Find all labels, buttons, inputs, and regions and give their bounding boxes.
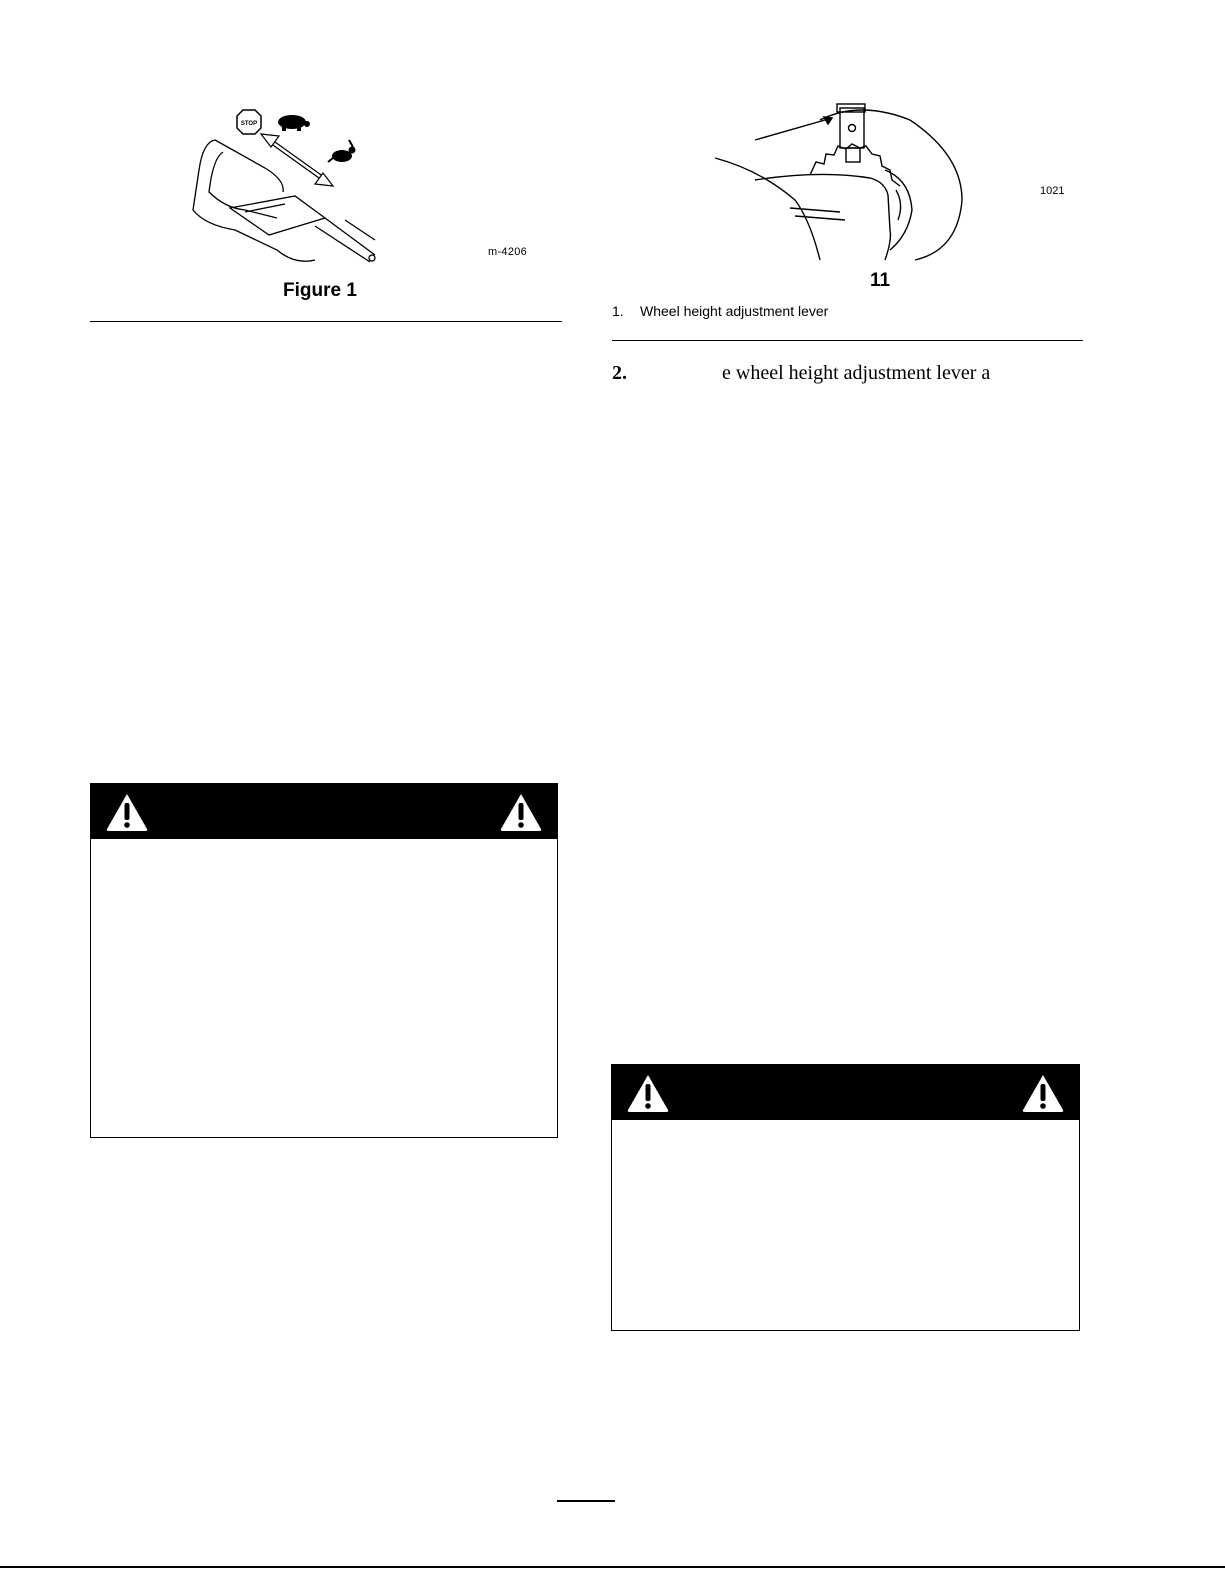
warning-triangle-icon <box>1021 1073 1065 1113</box>
warning-box-1 <box>90 783 558 1138</box>
figure-11-legend <box>612 303 828 319</box>
page-number-rule <box>557 1500 615 1502</box>
double-arrow-icon <box>261 134 333 186</box>
warning-triangle-icon <box>626 1073 670 1113</box>
rabbit-fast-icon <box>328 140 356 162</box>
legend-item-text: Wheel height adjustment lever <box>640 303 829 319</box>
step-2 <box>612 362 990 385</box>
warning-box-2 <box>611 1064 1080 1331</box>
warning-triangle-icon <box>105 792 149 832</box>
stop-sign-text: STOP <box>240 121 258 127</box>
figure-11-illustration <box>700 100 1000 265</box>
turtle-slow-icon <box>278 115 310 131</box>
callout-leader-line <box>755 118 832 140</box>
right-column-rule <box>612 340 1083 341</box>
step-2-number: 2. <box>612 362 627 384</box>
warning-triangle-icon <box>499 792 543 832</box>
figure-1-caption: Figure 1 <box>283 280 357 301</box>
warning-header-bar <box>91 784 557 839</box>
warning-header-bar <box>612 1065 1079 1120</box>
step-2-text: e wheel height adjustment lever a <box>722 362 991 384</box>
adjustment-gear <box>810 144 900 186</box>
figure-11-caption: 11 <box>869 270 891 291</box>
figure-1-code: m-4206 <box>488 246 528 258</box>
adjustment-lever <box>840 108 864 148</box>
figure-11-code: 1021 <box>1040 185 1065 197</box>
footer-rule <box>0 1566 1225 1568</box>
figure-1-illustration <box>185 100 385 270</box>
left-column-rule <box>90 321 562 322</box>
legend-item-number: 1. <box>612 303 624 319</box>
stop-sign-icon <box>237 110 261 134</box>
